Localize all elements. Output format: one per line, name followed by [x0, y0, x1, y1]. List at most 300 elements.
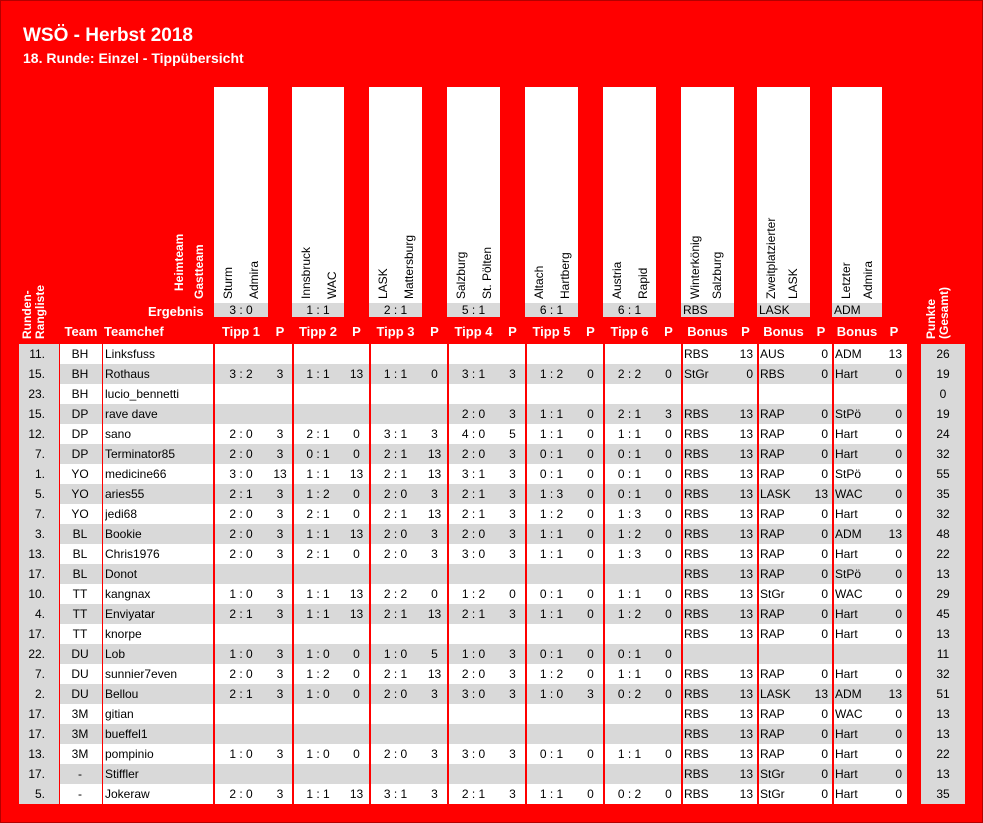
bonus-points-header-2: P	[816, 324, 826, 339]
team-cell: BL	[72, 527, 88, 541]
tip-points-cell: 0	[665, 487, 672, 501]
bonus-points-cell: 0	[821, 787, 828, 801]
tip-cell	[369, 724, 422, 744]
bonus-cell: RBS	[684, 767, 709, 781]
tip-points-cell	[422, 384, 447, 404]
tip-points-cell	[578, 564, 603, 584]
bonus-points-cell	[882, 384, 902, 404]
tip-col-header-5: Tipp 5	[532, 324, 571, 339]
bonus-cell: RBS	[684, 407, 709, 421]
tip-cell: 1 : 1	[617, 667, 642, 681]
teamchef-cell: Chris1976	[105, 547, 160, 561]
tip-cell: 3 : 1	[383, 787, 408, 801]
points-col-header-5: P	[586, 324, 595, 339]
bonus-cell: WAC	[835, 707, 863, 721]
team-cell: DP	[71, 427, 89, 441]
bonus-cell: RBS	[684, 547, 709, 561]
bonus-cell: Hart	[835, 667, 858, 681]
bonus-cell	[835, 644, 882, 664]
bonus-points-cell: 0	[821, 407, 828, 421]
bonus-points-cell: 13	[739, 407, 753, 421]
tip-points-cell: 13	[427, 447, 442, 461]
tip-points-cell: 3	[509, 527, 516, 541]
bonus-points-cell: 0	[821, 727, 828, 741]
tip-cell: 0 : 1	[617, 647, 642, 661]
game-away-team-4: St. Pölten	[480, 246, 494, 299]
gastteam-label: Gastteam	[192, 244, 206, 299]
tip-points-cell: 0	[587, 527, 594, 541]
bonus-points-cell: 0	[895, 767, 902, 781]
tip-cell: 2 : 2	[383, 587, 408, 601]
tip-points-cell: 0	[665, 607, 672, 621]
tip-points-cell	[422, 764, 447, 784]
tip-points-cell: 3	[509, 467, 516, 481]
tip-points-cell: 0	[353, 687, 360, 701]
bonus-points-cell: 13	[739, 707, 753, 721]
tip-cell: 2 : 0	[383, 527, 408, 541]
bonus-answer-2: LASK	[786, 268, 800, 299]
game-away-team-3: Mattersburg	[402, 234, 416, 299]
bonus-cell: StGr	[684, 367, 709, 381]
bonus-points-cell: 13	[739, 667, 753, 681]
tip-points-cell: 13	[273, 467, 287, 481]
bonus-cell: RBS	[684, 607, 709, 621]
tip-cell: 1 : 2	[306, 487, 330, 501]
bonus-points-cell	[810, 384, 828, 404]
bonus-points-cell: 0	[821, 507, 828, 521]
tip-cell: 0 : 2	[617, 687, 642, 701]
tip-cell: 2 : 1	[229, 607, 253, 621]
tip-points-cell: 0	[587, 607, 594, 621]
bonus-cell: RAP	[760, 667, 785, 681]
total-cell: 51	[936, 687, 950, 701]
tip-cell: 2 : 1	[461, 507, 486, 521]
total-cell: 55	[936, 467, 950, 481]
tip-points-cell	[500, 764, 525, 784]
tip-points-cell: 3	[431, 747, 438, 761]
game-home-team-6: Austria	[610, 261, 624, 299]
tip-cell: 1 : 0	[539, 687, 564, 701]
total-cell: 29	[936, 587, 950, 601]
tip-cell	[447, 724, 500, 744]
total-cell: 24	[936, 427, 950, 441]
tip-points-cell	[578, 344, 603, 364]
tip-points-cell	[268, 564, 292, 584]
tip-cell: 1 : 1	[617, 427, 642, 441]
tip-cell	[369, 704, 422, 724]
bonus-points-cell: 13	[739, 487, 753, 501]
tip-cell: 2 : 1	[617, 407, 642, 421]
tip-points-cell: 0	[665, 467, 672, 481]
bonus-cell: RBS	[684, 507, 709, 521]
tip-points-cell: 3	[587, 687, 594, 701]
bonus-cell: RAP	[760, 727, 785, 741]
bonus-cell: RBS	[684, 747, 709, 761]
tip-cell: 1 : 0	[383, 647, 408, 661]
game-away-team-6: Rapid	[636, 267, 650, 299]
bonus-cell: ADM	[835, 527, 862, 541]
ranking-label	[21, 275, 47, 339]
tip-points-cell	[344, 404, 369, 424]
tip-cell: 1 : 3	[617, 547, 642, 561]
total-cell: 32	[936, 667, 950, 681]
game-home-team-3: LASK	[376, 268, 390, 299]
bonus-cell: RBS	[684, 707, 709, 721]
tip-cell: 2 : 1	[306, 507, 330, 521]
tip-points-cell	[344, 344, 369, 364]
bonus-points-cell: 0	[895, 487, 902, 501]
bonus-cell: ADM	[835, 347, 862, 361]
teamchef-cell: sano	[105, 427, 132, 441]
tip-points-cell: 0	[353, 667, 360, 681]
tip-points-cell: 3	[431, 527, 438, 541]
points-col-header-6: P	[664, 324, 673, 339]
tip-points-cell: 0	[353, 447, 360, 461]
tip-cell: 2 : 1	[461, 487, 486, 501]
tip-cell	[214, 344, 268, 364]
tip-cell: 2 : 0	[229, 427, 253, 441]
tip-cell: 2 : 0	[229, 667, 253, 681]
grid-line	[369, 344, 371, 804]
tip-cell: 1 : 3	[539, 487, 564, 501]
tip-cell: 1 : 0	[306, 647, 330, 661]
teamchef-cell: Terminator85	[105, 447, 176, 461]
tip-cell	[447, 564, 500, 584]
bonus-points-cell: 13	[739, 767, 753, 781]
grid-line	[213, 344, 215, 804]
teamchef-cell: Enviyatar	[105, 607, 156, 621]
total-cell: 35	[936, 787, 950, 801]
tip-cell: 2 : 1	[229, 487, 253, 501]
tip-cell: 2 : 1	[461, 607, 486, 621]
tip-points-cell	[344, 724, 369, 744]
bonus-cell: RBS	[684, 427, 709, 441]
tip-points-cell: 0	[587, 507, 594, 521]
rank-cell: 7.	[34, 447, 45, 461]
tip-points-cell: 13	[349, 527, 364, 541]
tip-cell: 2 : 1	[461, 787, 486, 801]
team-cell: TT	[72, 607, 88, 621]
game-home-team-2: Innsbruck	[299, 246, 313, 299]
tip-points-cell: 3	[509, 487, 516, 501]
tip-points-cell: 0	[665, 547, 672, 561]
bonus-points-cell: 0	[821, 747, 828, 761]
tip-points-cell: 3	[431, 787, 438, 801]
game-away-team-5: Hartberg	[558, 252, 572, 299]
tip-points-cell: 3	[431, 487, 438, 501]
tip-cell	[292, 384, 344, 404]
tip-cell	[603, 764, 656, 784]
bonus-cell: RBS	[684, 727, 709, 741]
team-cell: BH	[71, 387, 89, 401]
tip-points-cell	[422, 704, 447, 724]
tip-points-cell: 0	[587, 407, 594, 421]
bonus-result-2: LASK	[757, 303, 810, 317]
tip-points-cell: 0	[353, 427, 360, 441]
teamchef-cell: kangnax	[105, 587, 151, 601]
tip-cell: 0 : 1	[539, 447, 564, 461]
tip-cell: 1 : 0	[461, 647, 486, 661]
tip-cell: 3 : 0	[229, 467, 253, 481]
bonus-points-cell: 13	[888, 527, 902, 541]
bonus-points-cell: 0	[895, 587, 902, 601]
bonus-cell: StGr	[760, 767, 785, 781]
tip-cell: 1 : 1	[617, 587, 642, 601]
bonus-cell: StPö	[835, 407, 862, 421]
tip-points-cell	[344, 564, 369, 584]
bonus-col-header-1: Bonus	[687, 324, 728, 339]
tip-cell: 1 : 3	[617, 507, 642, 521]
tip-points-cell	[344, 764, 369, 784]
tip-points-cell: 13	[349, 367, 364, 381]
game-result-3: 2 : 1	[369, 303, 422, 317]
tip-cell	[292, 704, 344, 724]
bonus-cell: Hart	[835, 367, 858, 381]
team-cell: BL	[72, 547, 88, 561]
team-col-header: Team	[64, 324, 98, 339]
teamchef-cell: Donot	[105, 567, 138, 581]
rank-cell: 10.	[28, 587, 45, 601]
bonus-points-cell: 0	[821, 667, 828, 681]
tip-cell: 1 : 1	[539, 547, 564, 561]
tip-cell: 3 : 2	[229, 367, 253, 381]
total-cell: 13	[936, 627, 950, 641]
tip-points-cell	[656, 724, 681, 744]
bonus-cell: RAP	[760, 447, 785, 461]
rank-cell: 23.	[28, 387, 45, 401]
tip-points-cell	[422, 624, 447, 644]
game-home-team-5: Altach	[532, 265, 546, 299]
bonus-points-cell: 0	[821, 347, 828, 361]
team-cell: YO	[71, 507, 89, 521]
bonus-points-cell: 13	[814, 687, 828, 701]
tip-cell: 2 : 0	[229, 787, 253, 801]
team-cell: DU	[71, 647, 89, 661]
tip-points-cell: 3	[509, 607, 516, 621]
bonus-points-cell: 0	[895, 607, 902, 621]
total-cell: 13	[936, 727, 950, 741]
bonus-cell: AUS	[760, 347, 785, 361]
tip-points-cell: 0	[353, 747, 360, 761]
game-home-team-1: Sturm	[221, 266, 235, 299]
bonus-cell: RAP	[760, 607, 785, 621]
rank-cell: 11.	[29, 347, 45, 361]
team-cell: YO	[71, 487, 89, 501]
bonus-points-cell: 13	[739, 467, 753, 481]
tip-cell: 0 : 1	[306, 447, 330, 461]
bonus-cell: Hart	[835, 787, 858, 801]
bonus-cell: Hart	[835, 747, 858, 761]
tip-cell: 1 : 1	[539, 407, 564, 421]
total-cell: 22	[936, 547, 950, 561]
tip-cell	[214, 564, 268, 584]
bonus-cell: RBS	[684, 787, 709, 801]
tip-points-cell: 13	[349, 587, 364, 601]
bonus-col-header-2: Bonus	[763, 324, 804, 339]
grid-line	[757, 344, 759, 804]
bonus-cell: RAP	[760, 627, 785, 641]
tip-cell	[292, 404, 344, 424]
total-cell: 19	[936, 407, 950, 421]
bonus-points-cell: 0	[895, 727, 902, 741]
tip-points-cell: 0	[353, 647, 360, 661]
tip-points-cell: 13	[349, 467, 364, 481]
tip-cell: 2 : 1	[383, 467, 408, 481]
tip-cell: 0 : 2	[617, 787, 642, 801]
bonus-points-cell: 13	[739, 727, 753, 741]
team-cell: -	[78, 787, 82, 801]
tip-points-cell: 0	[665, 367, 672, 381]
bonus-points-cell: 0	[895, 707, 902, 721]
tip-cell	[214, 764, 268, 784]
tip-cell: 0 : 1	[539, 467, 564, 481]
bonus-points-cell: 0	[895, 787, 902, 801]
bonus-col-header-3: Bonus	[836, 324, 878, 339]
tip-points-cell	[422, 564, 447, 584]
tip-cell: 0 : 1	[539, 587, 564, 601]
ergebnis-label: Ergebnis	[148, 304, 204, 319]
bonus-points-cell: 0	[895, 747, 902, 761]
teamchef-cell: gitian	[105, 707, 134, 721]
team-cell: TT	[72, 627, 88, 641]
bonus-cell: LASK	[760, 487, 791, 501]
tip-points-cell: 0	[587, 667, 594, 681]
rank-cell: 17.	[28, 727, 45, 741]
tip-cell: 1 : 1	[383, 367, 408, 381]
tip-cell	[369, 624, 422, 644]
teamchef-cell: Lob	[105, 647, 126, 661]
tip-points-cell: 3	[276, 427, 284, 441]
teamchef-cell: Linksfuss	[105, 347, 156, 361]
rank-cell: 15.	[28, 367, 45, 381]
tip-cell: 2 : 1	[229, 687, 253, 701]
bonus-cell	[835, 384, 882, 404]
tip-cell: 2 : 0	[383, 547, 408, 561]
bonus-points-cell: 13	[739, 507, 753, 521]
rank-cell: 12.	[28, 427, 45, 441]
game-result-6: 6 : 1	[603, 303, 656, 317]
bonus-points-cell: 0	[821, 607, 828, 621]
tip-cell: 2 : 0	[383, 687, 408, 701]
tip-points-cell	[656, 624, 681, 644]
tip-points-cell: 3	[509, 507, 516, 521]
rank-cell: 5.	[34, 487, 45, 501]
tip-cell	[447, 764, 500, 784]
bonus-cell: RAP	[760, 547, 785, 561]
bonus-cell: RBS	[684, 447, 709, 461]
points-col-header-1: P	[275, 324, 285, 339]
rank-cell: 22.	[28, 647, 45, 661]
game-result-4: 5 : 1	[447, 303, 500, 317]
total-cell: 19	[936, 367, 950, 381]
tip-points-cell	[578, 704, 603, 724]
tip-cell	[369, 564, 422, 584]
tip-points-cell: 0	[665, 507, 672, 521]
tip-cell: 1 : 2	[539, 667, 564, 681]
tip-cell	[603, 344, 656, 364]
tip-points-cell: 3	[276, 547, 284, 561]
tip-cell: 2 : 1	[383, 447, 408, 461]
bonus-points-cell: 0	[821, 467, 828, 481]
bonus-cell: Hart	[835, 727, 858, 741]
tip-cell: 2 : 0	[383, 747, 408, 761]
bonus-cell: Hart	[835, 607, 858, 621]
team-cell: TT	[72, 587, 88, 601]
tip-points-cell: 0	[587, 547, 594, 561]
tip-points-cell: 13	[349, 607, 364, 621]
bonus-points-cell	[882, 644, 902, 664]
tip-cell: 3 : 0	[461, 747, 486, 761]
game-away-team-2: WAC	[325, 271, 339, 299]
tip-points-cell	[422, 344, 447, 364]
tip-cell: 1 : 1	[539, 787, 564, 801]
tip-cell: 2 : 0	[461, 447, 486, 461]
tip-cell	[603, 724, 656, 744]
heimteam-label: Heimteam	[172, 233, 186, 291]
tip-cell: 2 : 1	[383, 507, 408, 521]
tip-points-cell: 3	[276, 747, 284, 761]
bonus-question-1: Winterkönig	[688, 235, 702, 299]
bonus-cell: RBS	[760, 367, 785, 381]
tip-cell	[525, 624, 578, 644]
tip-col-header-6: Tipp 6	[610, 324, 649, 339]
grid-line	[832, 344, 834, 804]
tip-cell: 2 : 0	[383, 487, 408, 501]
game-home-team-4: Salzburg	[454, 251, 468, 299]
bonus-points-cell: 0	[821, 587, 828, 601]
team-cell: DU	[71, 687, 89, 701]
tip-points-cell	[656, 384, 681, 404]
bonus-cell: RBS	[684, 487, 709, 501]
tip-cell: 3 : 1	[461, 367, 486, 381]
grid-line	[447, 344, 449, 804]
grid-line	[292, 344, 294, 804]
tip-cell	[603, 384, 656, 404]
bonus-points-cell: 0	[821, 447, 828, 461]
tip-cell	[525, 724, 578, 744]
tip-points-cell: 13	[427, 507, 442, 521]
tip-points-cell: 3	[509, 647, 516, 661]
tip-cell: 3 : 0	[461, 547, 486, 561]
tip-points-cell: 0	[665, 687, 672, 701]
team-cell: 3M	[71, 747, 89, 761]
grid-line	[525, 344, 527, 804]
tip-cell	[525, 384, 578, 404]
tip-cell: 2 : 0	[229, 507, 253, 521]
tip-cell	[369, 764, 422, 784]
team-cell: BL	[72, 567, 88, 581]
bonus-cell	[760, 384, 810, 404]
teamchef-cell: aries55	[105, 487, 145, 501]
total-cell: 13	[936, 707, 950, 721]
tip-cell: 2 : 2	[617, 367, 642, 381]
rank-cell: 17.	[28, 767, 45, 781]
tip-points-cell	[500, 624, 525, 644]
game-result-2: 1 : 1	[292, 303, 344, 317]
tip-cell: 1 : 1	[539, 427, 564, 441]
bonus-cell: RAP	[760, 567, 785, 581]
punkte-label	[925, 287, 951, 339]
tip-points-cell	[656, 764, 681, 784]
team-cell: YO	[71, 467, 89, 481]
bonus-points-cell: 0	[821, 627, 828, 641]
tip-cell	[525, 764, 578, 784]
bonus-cell: WAC	[835, 487, 863, 501]
teamchef-cell: Bookie	[105, 527, 142, 541]
rank-cell: 17.	[28, 567, 45, 581]
tip-points-cell: 0	[587, 587, 594, 601]
bonus-points-cell: 13	[739, 347, 753, 361]
